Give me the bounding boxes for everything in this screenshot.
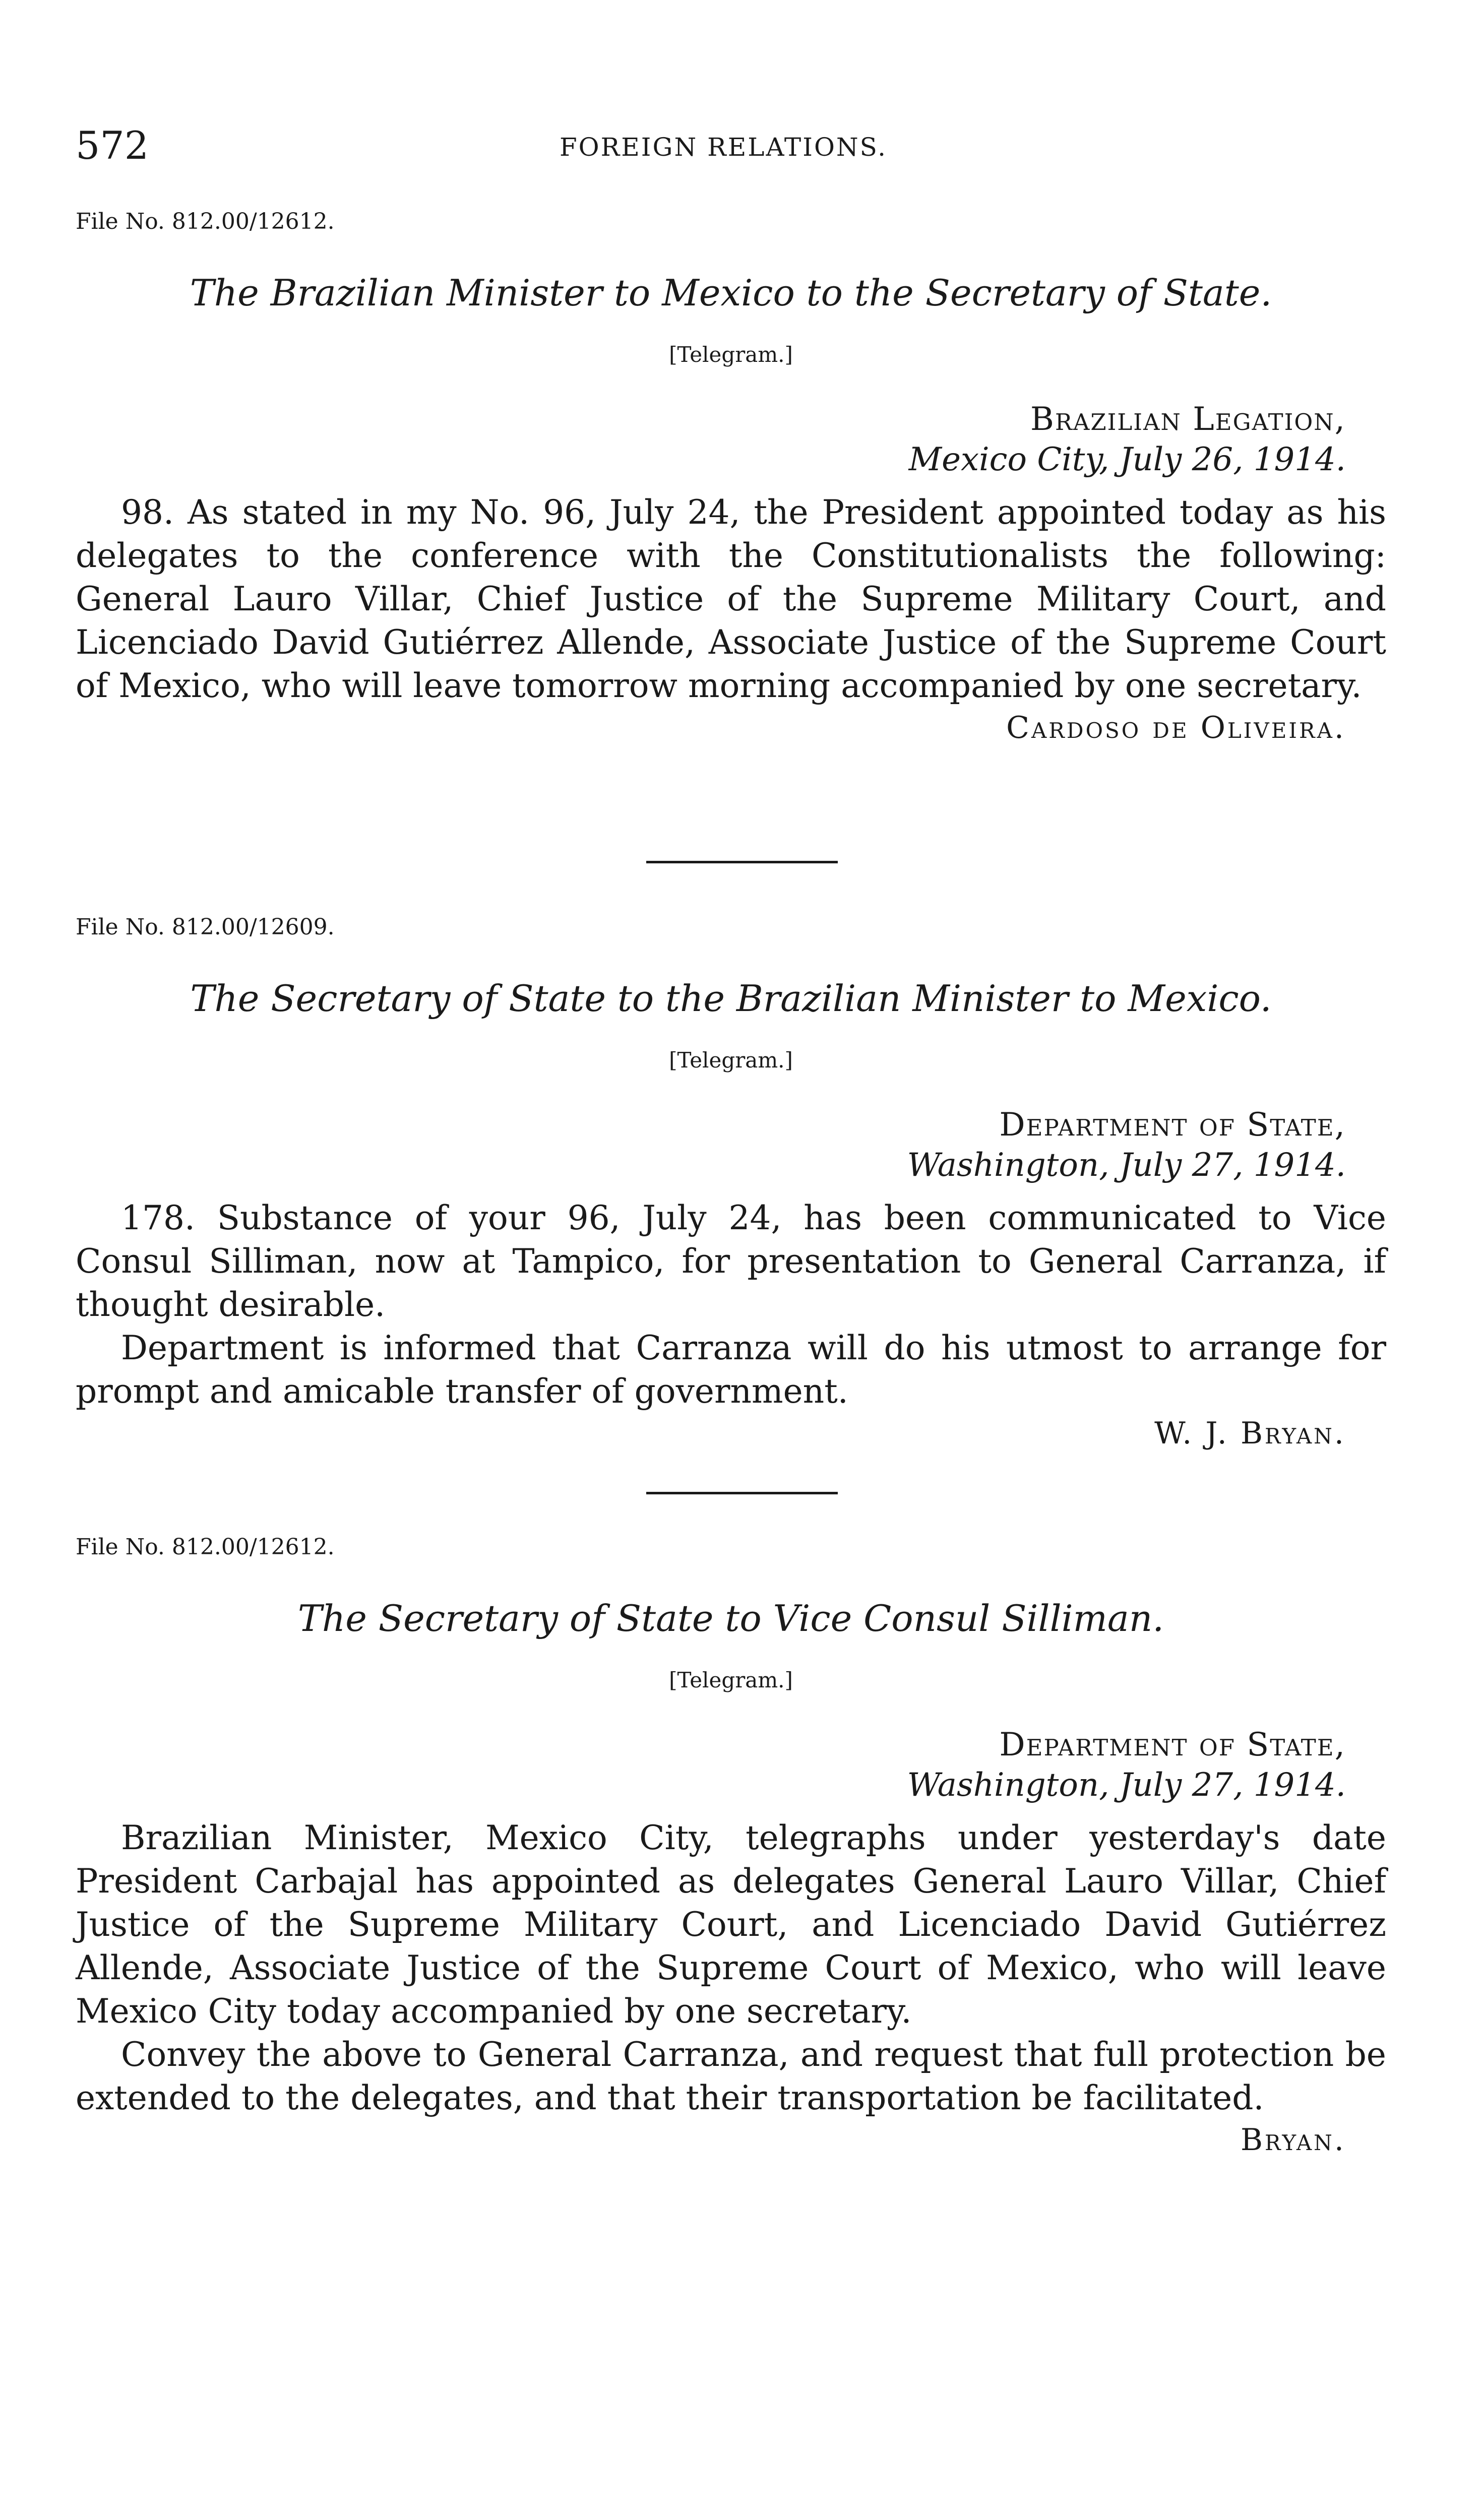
dateline-date	[76, 1765, 1386, 1805]
dateline-date	[76, 1145, 1386, 1185]
document-1	[76, 207, 1386, 748]
paragraph: 98. As stated in my No. 96, July 24, the President appointed today as his delegates to the conference with the Constitutionalists the following: General Lauro Villar, Chief Justice of the Supreme Military Court, and Licenciado David Gutiérrez Allende, Associate Justice of the Supreme Court of Mexico, who will leave tomorrow morning accompanied by one secretary.	[76, 493, 1386, 705]
date-text: Washington, July 27, 1914.	[907, 1147, 1346, 1184]
section-divider	[646, 1492, 838, 1494]
telegram-label: [Telegram.]	[669, 1668, 793, 1692]
telegram-label: [Telegram.]	[669, 342, 793, 367]
document-2	[76, 912, 1386, 1454]
document-3	[76, 1532, 1386, 2160]
document-title: The Secretary of State to the Brazilian Minister to Mexico.	[190, 977, 1272, 1020]
sender-office: Brazilian Legation,	[1030, 401, 1346, 438]
signature: Bryan.	[1240, 2122, 1346, 2158]
dateline-place	[76, 1105, 1386, 1145]
page-header	[76, 123, 1371, 168]
document-title: The Brazilian Minister to Mexico to the Secretary of State.	[190, 272, 1272, 314]
paragraph: 178. Substance of your 96, July 24, has been communicated to Vice Consul Silliman, now at Tampico, for presentation to General Carranza, if thought desirable.	[76, 1199, 1386, 1324]
signature: Cardoso de Oliveira.	[1006, 710, 1346, 745]
section-divider	[646, 861, 838, 863]
file-number: File No. 812.00/12609.	[76, 914, 335, 940]
date-text: Mexico City, July 26, 1914.	[908, 441, 1346, 478]
paragraph: Brazilian Minister, Mexico City, telegraphs under yesterday's date President Carbajal has appointed as delegates General Lauro Villar, Chief Justice of the Supreme Military Court, and Licenciado David Gutiérrez Allende, Associate Justice of the Supreme Court of Mexico, who will leave Mexico City today accompanied by one secretary.	[76, 1818, 1386, 2031]
dateline-place	[76, 1725, 1386, 1765]
file-number: File No. 812.00/12612.	[76, 209, 335, 234]
dateline-date	[76, 439, 1386, 480]
running-head: FOREIGN RELATIONS.	[559, 133, 888, 162]
sender-office: Department of State,	[999, 1106, 1346, 1144]
paragraph: Convey the above to General Carranza, and request that full protection be extended to the delegates, and that their transportation be facilitated.	[76, 2035, 1386, 2117]
dateline-place	[76, 399, 1386, 439]
sender-office: Department of State,	[999, 1726, 1346, 1763]
paragraph: Department is informed that Carranza will do his utmost to arrange for prompt and amicable transfer of government.	[76, 1329, 1386, 1411]
document-title: The Secretary of State to Vice Consul Silliman.	[297, 1597, 1164, 1640]
signature: W. J. Bryan.	[1154, 1416, 1346, 1451]
date-text: Washington, July 27, 1914.	[907, 1767, 1346, 1804]
file-number: File No. 812.00/12612.	[76, 1534, 335, 1560]
page-number: 572	[76, 123, 149, 168]
telegram-label: [Telegram.]	[669, 1048, 793, 1073]
